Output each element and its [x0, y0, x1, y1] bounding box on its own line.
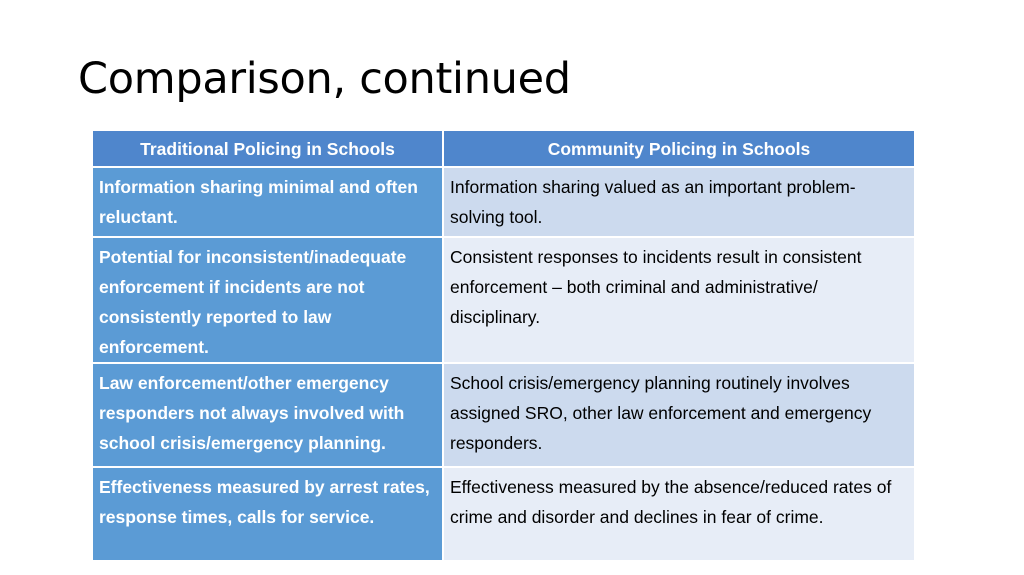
traditional-cell: Information sharing minimal and often reluctant.	[93, 167, 443, 237]
community-cell: Consistent responses to incidents result in consistent enforcement – both criminal and administrative/ disciplinary.	[443, 237, 914, 363]
table-row	[93, 237, 914, 363]
table-header-row	[93, 131, 914, 167]
traditional-cell: Potential for inconsistent/inadequate enforcement if incidents are not consistently reported to law enforcement.	[93, 237, 443, 363]
community-cell: School crisis/emergency planning routinely involves assigned SRO, other law enforcement and emergency responders.	[443, 363, 914, 467]
traditional-cell: Law enforcement/other emergency responders not always involved with school crisis/emergency planning.	[93, 363, 443, 467]
table-row	[93, 363, 914, 467]
header-traditional-policing: Traditional Policing in Schools	[93, 131, 443, 167]
header-community-policing: Community Policing in Schools	[443, 131, 914, 167]
traditional-cell: Effectiveness measured by arrest rates, response times, calls for service.	[93, 467, 443, 561]
community-cell: Information sharing valued as an important problem-solving tool.	[443, 167, 914, 237]
table-row	[93, 167, 914, 237]
table-row	[93, 467, 914, 561]
slide-title: Comparison, continued	[78, 54, 571, 104]
community-cell: Effectiveness measured by the absence/reduced rates of crime and disorder and declines in fear of crime.	[443, 467, 914, 561]
comparison-table	[93, 131, 914, 562]
